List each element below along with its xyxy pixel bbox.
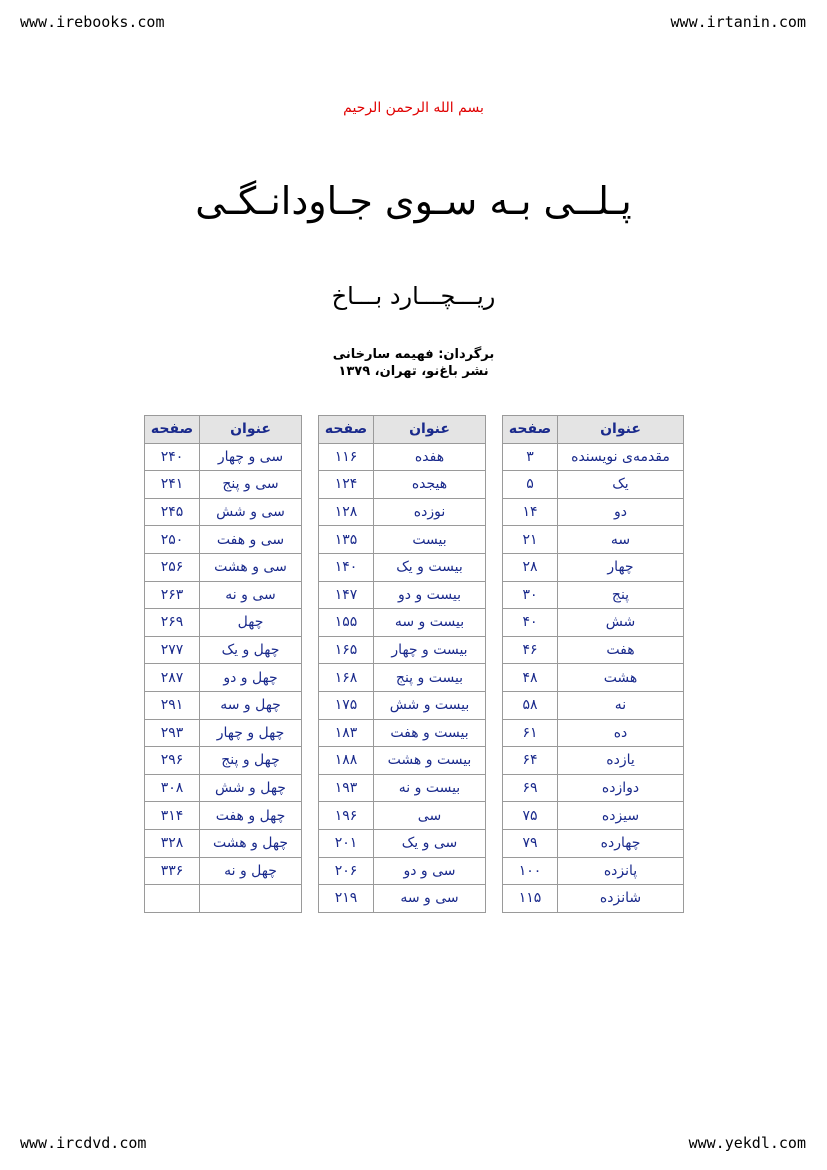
toc-row (145, 636, 302, 664)
watermark-bottom-right: www.yekdl.com (688, 1134, 806, 1152)
translator-credit: برگردان: فهیمه سارخانی (332, 347, 495, 362)
toc-entry-title: سی و یک (374, 829, 486, 857)
toc-row (145, 443, 302, 471)
toc-entry-title: شش (558, 609, 684, 637)
toc-entry-page: ۲۹۳ (145, 719, 200, 747)
toc-header-title: عنوان (558, 416, 684, 444)
toc-row (319, 526, 486, 554)
toc-entry-title: چهل و چهار (200, 719, 302, 747)
toc-entry-title: بیست و چهار (374, 636, 486, 664)
toc-row (145, 526, 302, 554)
toc-entry-title: بیست و دو (374, 581, 486, 609)
toc-entry-title: بیست و یک (374, 553, 486, 581)
toc-row (145, 857, 302, 885)
toc-row (503, 443, 684, 471)
toc-entry-page: ۲۶۹ (145, 609, 200, 637)
toc-entry-title: هشت (558, 664, 684, 692)
toc-row (319, 719, 486, 747)
toc-entry-page: ۱۸۳ (319, 719, 374, 747)
toc-table-3 (144, 415, 302, 913)
toc-entry-title: شانزده (558, 885, 684, 913)
toc-entry-title: چهل و دو (200, 664, 302, 692)
toc-header-title: عنوان (374, 416, 486, 444)
toc-entry-page: ۲۹۱ (145, 691, 200, 719)
toc-entry-page: ۱۶۸ (319, 664, 374, 692)
toc-row (145, 691, 302, 719)
toc-entry-page: ۲۱ (503, 526, 558, 554)
toc-row (145, 747, 302, 775)
toc-entry-page: ۱۴۷ (319, 581, 374, 609)
toc-entry-title: سی (374, 802, 486, 830)
toc-entry-page: ۲۹۶ (145, 747, 200, 775)
toc-row (319, 774, 486, 802)
toc-entry-title: پنج (558, 581, 684, 609)
toc-body (503, 443, 684, 912)
toc-table-2 (318, 415, 486, 913)
toc-header-row (319, 416, 486, 444)
toc-entry-page: ۱۲۴ (319, 471, 374, 499)
toc-entry-title: یک (558, 471, 684, 499)
toc-entry-title: چهل و شش (200, 774, 302, 802)
toc-row (503, 774, 684, 802)
toc-entry-page: ۱۷۵ (319, 691, 374, 719)
toc-row (503, 664, 684, 692)
toc-entry-title: هیجده (374, 471, 486, 499)
toc-entry-page: ۴۸ (503, 664, 558, 692)
basmala: بسم الله الرحمن الرحیم (343, 100, 484, 116)
toc-entry-page: ۳۲۸ (145, 829, 200, 857)
toc-entry-page: ۱۹۶ (319, 802, 374, 830)
toc-entry-title: دوازده (558, 774, 684, 802)
toc-entry-title: مقدمه‌ی نویسنده (558, 443, 684, 471)
toc-row (503, 829, 684, 857)
toc-row (145, 664, 302, 692)
toc-row (319, 609, 486, 637)
toc-header-row (145, 416, 302, 444)
toc-entry-title: بیست و هفت (374, 719, 486, 747)
toc-row (145, 581, 302, 609)
toc-entry-page: ۲۱۹ (319, 885, 374, 913)
toc-entry-page: ۴۶ (503, 636, 558, 664)
book-title: پـلــی بـه سـوی جـاودانـگـی (195, 179, 632, 223)
toc-header-page: صفحه (503, 416, 558, 444)
toc-header-title: عنوان (200, 416, 302, 444)
toc-entry-page: ۱۱۵ (503, 885, 558, 913)
watermark-top-left: www.irebooks.com (20, 13, 165, 31)
toc-entry-title: سه (558, 526, 684, 554)
toc-entry-title: سی و نه (200, 581, 302, 609)
toc-row (503, 581, 684, 609)
toc-body (319, 443, 486, 912)
toc-entry-title: بیست و شش (374, 691, 486, 719)
toc-row (319, 636, 486, 664)
toc-row (145, 471, 302, 499)
toc-row (145, 498, 302, 526)
toc-row (319, 498, 486, 526)
publisher-credit: نشر باغ‌نو، تهران، ۱۳۷۹ (338, 364, 489, 379)
toc-entry-title: سی و پنج (200, 471, 302, 499)
toc-row (319, 857, 486, 885)
toc-entry-title: بیست و سه (374, 609, 486, 637)
toc-entry-title: چهل و هفت (200, 802, 302, 830)
toc-entry-title: چهل و نه (200, 857, 302, 885)
toc-row (503, 857, 684, 885)
toc-row (145, 609, 302, 637)
toc-entry-page: ۳۱۴ (145, 802, 200, 830)
toc-entry-title: سی و شش (200, 498, 302, 526)
toc-entry-title: چهل (200, 609, 302, 637)
toc-entry-page: ۳۳۶ (145, 857, 200, 885)
toc-row (503, 691, 684, 719)
toc-entry-title: سی و هفت (200, 526, 302, 554)
toc-row (503, 609, 684, 637)
toc-table-1 (502, 415, 684, 913)
toc-row (503, 802, 684, 830)
toc-entry-page: ۶۹ (503, 774, 558, 802)
toc-entry-page: ۱۸۸ (319, 747, 374, 775)
toc-entry-page: ۲۸۷ (145, 664, 200, 692)
toc-row (319, 885, 486, 913)
toc-entry-page: ۱۵۵ (319, 609, 374, 637)
toc-entry-page: ۷۵ (503, 802, 558, 830)
toc-entry-title: چهل و پنج (200, 747, 302, 775)
toc-entry-title: پانزده (558, 857, 684, 885)
toc-entry-page: ۱۳۵ (319, 526, 374, 554)
toc-entry-title: سیزده (558, 802, 684, 830)
watermark-bottom-left: www.ircdvd.com (20, 1134, 147, 1152)
toc-entry-title: هفت (558, 636, 684, 664)
toc-entry-title: سی و چهار (200, 443, 302, 471)
toc-entry-page: ۱۰۰ (503, 857, 558, 885)
toc-row (319, 691, 486, 719)
toc-entry-page: ۲۴۵ (145, 498, 200, 526)
toc-entry-page: ۲۸ (503, 553, 558, 581)
toc-row (503, 526, 684, 554)
toc-entry-page: ۳۰ (503, 581, 558, 609)
toc-entry-title: سی و سه (374, 885, 486, 913)
toc-entry-page: ۱۲۸ (319, 498, 374, 526)
toc-row (503, 885, 684, 913)
toc-header-row (503, 416, 684, 444)
toc-entry-title: سی و هشت (200, 553, 302, 581)
toc-row (319, 829, 486, 857)
author-name: ریـــچـــارد بـــاخ (331, 282, 496, 310)
toc-entry-title: چهارده (558, 829, 684, 857)
toc-entry-title: دو (558, 498, 684, 526)
toc-row (319, 581, 486, 609)
toc-entry-title: چهل و هشت (200, 829, 302, 857)
toc-entry-page: ۳۰۸ (145, 774, 200, 802)
toc-row (319, 802, 486, 830)
toc-row (319, 553, 486, 581)
toc-entry-page: ۳ (503, 443, 558, 471)
toc-entry-page: ۲۵۰ (145, 526, 200, 554)
toc-entry-page: ۶۱ (503, 719, 558, 747)
toc-entry-page (145, 885, 200, 913)
toc-row (145, 719, 302, 747)
toc-entry-page: ۲۵۶ (145, 553, 200, 581)
toc-entry-page: ۱۱۶ (319, 443, 374, 471)
toc-header-page: صفحه (145, 416, 200, 444)
toc-entry-page: ۱۴۰ (319, 553, 374, 581)
toc-entry-page: ۵ (503, 471, 558, 499)
toc-entry-title: چهل و یک (200, 636, 302, 664)
toc-entry-page: ۱۴ (503, 498, 558, 526)
toc-entry-title: نه (558, 691, 684, 719)
toc-row (319, 664, 486, 692)
toc-entry-page: ۴۰ (503, 609, 558, 637)
toc-entry-title: چهار (558, 553, 684, 581)
toc-entry-page: ۲۷۷ (145, 636, 200, 664)
toc-entry-page: ۱۹۳ (319, 774, 374, 802)
toc-entry-title: هفده (374, 443, 486, 471)
toc-row (319, 471, 486, 499)
toc-row (503, 747, 684, 775)
toc-entry-title: بیست و هشت (374, 747, 486, 775)
toc-entry-page: ۲۰۶ (319, 857, 374, 885)
toc-entry-title: ده (558, 719, 684, 747)
toc-entry-page: ۷۹ (503, 829, 558, 857)
toc-row (319, 747, 486, 775)
toc-entry-title (200, 885, 302, 913)
watermark-top-right: www.irtanin.com (670, 13, 806, 31)
toc-row (503, 471, 684, 499)
toc-row (145, 885, 302, 913)
toc-row (145, 829, 302, 857)
toc-row (503, 636, 684, 664)
toc-entry-page: ۲۰۱ (319, 829, 374, 857)
toc-row (503, 553, 684, 581)
toc-entry-title: سی و دو (374, 857, 486, 885)
toc-row (145, 774, 302, 802)
toc-entry-page: ۵۸ (503, 691, 558, 719)
toc-entry-title: بیست و پنج (374, 664, 486, 692)
toc-entry-title: نوزده (374, 498, 486, 526)
toc-entry-title: چهل و سه (200, 691, 302, 719)
toc-body (145, 443, 302, 912)
toc-entry-page: ۲۴۱ (145, 471, 200, 499)
toc-row (503, 498, 684, 526)
toc-entry-title: یازده (558, 747, 684, 775)
toc-entry-page: ۲۶۳ (145, 581, 200, 609)
toc-entry-page: ۶۴ (503, 747, 558, 775)
toc-entry-title: بیست و نه (374, 774, 486, 802)
toc-row (319, 443, 486, 471)
toc-entry-page: ۲۴۰ (145, 443, 200, 471)
toc-row (503, 719, 684, 747)
toc-row (145, 802, 302, 830)
toc-entry-title: بیست (374, 526, 486, 554)
toc-header-page: صفحه (319, 416, 374, 444)
toc-row (145, 553, 302, 581)
toc-entry-page: ۱۶۵ (319, 636, 374, 664)
